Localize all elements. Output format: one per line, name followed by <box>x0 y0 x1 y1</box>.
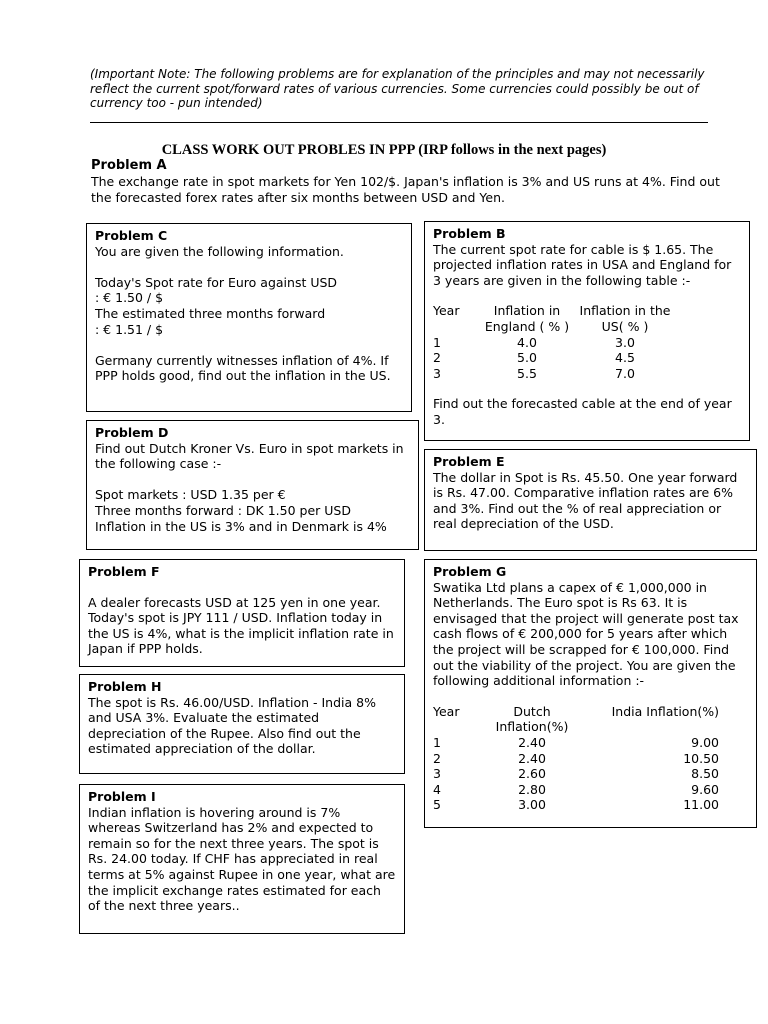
problem-d-heading: Problem D <box>95 425 169 440</box>
problem-a-heading: Problem A <box>91 158 167 173</box>
problem-g-box <box>424 559 757 828</box>
problem-i-heading: Problem I <box>88 789 156 804</box>
problem-a-text: The exchange rate in spot markets for Yen 102/$. Japan's inflation is 3% and US runs at 4%. Find out the forecasted forex rates after six months between USD and Yen. <box>91 174 720 205</box>
table-header-cell: Year <box>433 303 460 319</box>
problem-c-heading: Problem C <box>95 228 168 243</box>
problem-f-heading: Problem F <box>88 564 160 579</box>
table-cell: 2.60 <box>518 766 546 782</box>
problem-f-box <box>79 559 405 667</box>
table-cell: 3.00 <box>518 797 546 813</box>
table-cell: 5 <box>433 797 441 813</box>
table-cell: 4.5 <box>615 350 635 366</box>
table-header-cell <box>433 319 479 335</box>
table-header-cell: England ( % ) <box>484 318 570 334</box>
table-header-cell: Year <box>433 703 460 719</box>
table-cell: 11.00 <box>683 797 719 813</box>
separator-rule <box>90 122 708 123</box>
table-header-cell: Inflation in <box>493 303 561 319</box>
table-cell: 4 <box>433 781 441 797</box>
table-cell: 8.50 <box>691 766 719 782</box>
problem-e-box <box>424 449 757 551</box>
table-cell: 1 <box>433 734 441 750</box>
problem-d-box <box>86 420 419 550</box>
problem-c-box <box>86 223 412 412</box>
table-cell: 5.0 <box>517 350 537 366</box>
important-note: (Important Note: The following problems are for explanation of the principles and may not necessarily reflect the current spot/forward rates of various currencies. Some currencies could possibly be out of currency too - pun intended) <box>90 67 705 110</box>
problem-b-question: Find out the forecasted cable at the end of year 3. <box>433 396 732 427</box>
table-cell: 3 <box>433 365 441 381</box>
table-cell: 3 <box>433 766 441 782</box>
problem-i-box <box>79 784 405 934</box>
problem-h-heading: Problem H <box>88 679 162 694</box>
table-cell: 9.00 <box>691 734 719 750</box>
table-header-cell: Inflation in the <box>579 303 671 319</box>
table-cell: 7.0 <box>615 365 635 381</box>
table-cell: 2 <box>433 350 441 366</box>
table-cell: 3.0 <box>615 334 635 350</box>
table-header-cell: US( % ) <box>601 318 649 334</box>
problem-i-text: Indian inflation is hovering around is 7% whereas Switzerland has 2% and expected to remain so for the next three years. The spot is Rs. 24.00 today. If CHF has appreciated in real terms at 5% against Rupee in one year, what are the implicit exchange rates estimated for each of the next three years.. <box>88 804 396 914</box>
problem-e-text: The dollar in Spot is Rs. 45.50. One year forward is Rs. 47.00. Comparative inflation rates are 6% and 3%. Find out the % of real appreciation or real depreciation of the USD. <box>433 469 738 532</box>
table-header-cell: India Inflation(%) <box>611 703 719 719</box>
problem-g-table <box>433 704 748 813</box>
problem-e-heading: Problem E <box>433 454 505 469</box>
table-cell: 2.40 <box>518 750 546 766</box>
table-cell: 4.0 <box>517 334 537 350</box>
problem-b-box <box>424 221 750 441</box>
problem-f-text: A dealer forecasts USD at 125 yen in one year. Today's spot is JPY 111 / USD. Inflation today in the US is 4%, what is the implicit inflation rate in Japan if PPP holds. <box>88 594 394 657</box>
problem-h-text: The spot is Rs. 46.00/USD. Inflation - India 8% and USA 3%. Evaluate the estimated depreciation of the Rupee. Also find out the estimated appreciation of the dollar. <box>88 694 376 757</box>
table-cell: 2.80 <box>518 781 546 797</box>
table-cell: 2.40 <box>518 734 546 750</box>
problem-c-text: You are given the following information. Today's Spot rate for Euro against USD : € 1.50 / $ The estimated three months forward : € 1.51 / $ Germany currently witnesses inflation of 4%. If PPP holds good, find out the inflation in the US. <box>95 243 391 384</box>
problem-b-intro: The current spot rate for cable is $ 1.65. The projected inflation rates in USA and England for 3 years are given in the following table :- <box>433 241 732 288</box>
problem-b-table <box>433 303 741 381</box>
problem-d-text: Find out Dutch Kroner Vs. Euro in spot markets in the following case :- Spot markets : USD 1.35 per € Three months forward : DK 1.50 per USD Inflation in the US is 3% and in Denmark is 4% <box>95 440 404 534</box>
table-cell: 5.5 <box>517 365 537 381</box>
table-cell: 10.50 <box>683 750 719 766</box>
page-title: CLASS WORK OUT PROBLES IN PPP (IRP follows in the next pages) <box>161 142 607 158</box>
problem-g-intro: Swatika Ltd plans a capex of € 1,000,000 in Netherlands. The Euro spot is Rs 63. It is envisaged that the project will generate post tax cash flows of € 200,000 for 5 years after which the project will be scrapped for € 100,000. Find out the viability of the project. You are given the following additional information :- <box>433 579 739 689</box>
problem-g-heading: Problem G <box>433 564 507 579</box>
problem-b-heading: Problem B <box>433 226 506 241</box>
table-cell: 1 <box>433 334 441 350</box>
table-cell: 2 <box>433 750 441 766</box>
table-header-cell: Dutch Inflation(%) <box>495 703 569 735</box>
problem-h-box <box>79 674 405 774</box>
table-cell: 9.60 <box>691 781 719 797</box>
